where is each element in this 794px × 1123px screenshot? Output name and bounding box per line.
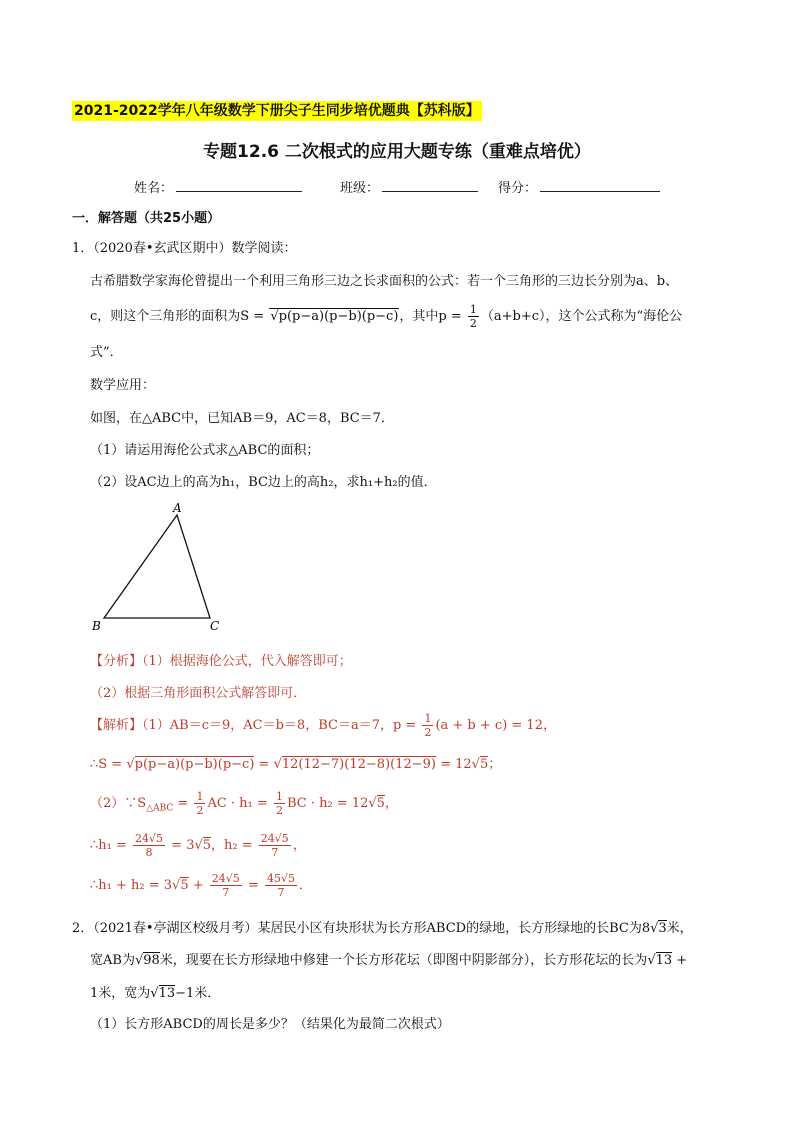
q2-line2-text-b: 米，现要在长方形绿地中修建一个长方形花坛（即图中阴影部分），长方形花坛的长为 (159, 953, 648, 968)
solution-2-radical-3: √5 (471, 757, 489, 772)
q2-line3-text-a: 1米，宽为 (90, 986, 151, 1001)
solution-4-radical: √5 (194, 838, 212, 853)
analysis-text-1: （1）根据海伦公式，代入解答即可； (142, 654, 352, 669)
solution-3-radical: √5 (368, 796, 385, 811)
radicand: p(p−a)(p−b)(p−c) (134, 757, 255, 772)
radicand: 13 (158, 986, 176, 1001)
radicand: 5 (376, 796, 385, 811)
vertex-label-b: B (92, 619, 101, 633)
solution-1-text-b: (a + b + c) = 12， (435, 718, 556, 733)
q2-line1-radical: √3 (650, 921, 667, 936)
fraction-denominator: 7 (271, 846, 279, 859)
q1-solution-line1 (90, 712, 556, 739)
solution-5-fraction-1 (210, 872, 242, 899)
solution-5-text-b: + (188, 878, 208, 893)
q1-application-label: 数学应用： (90, 378, 156, 393)
solution-4-text-c: ，h₂ = (211, 838, 257, 853)
q2-line2-text-a: 宽AB为 (90, 953, 135, 968)
q1-source: 1．（2020春•玄武区期中）数学阅读： (72, 241, 297, 256)
q1-p2-radicand: p(p−a)(p−b)(p−c) (278, 309, 399, 324)
fraction-denominator: 7 (277, 886, 285, 899)
q1-paragraph-line1: 古希腊数学家海伦曾提出一个利用三角形三边之长求面积的公式：若一个三角形的三边长分别为a、b、 (90, 274, 679, 289)
q1-p2-fraction (468, 303, 479, 330)
solution-2-text-b: = 12 (435, 757, 472, 772)
class-label: 班级： (340, 181, 380, 196)
solution-5-fraction-2 (265, 872, 297, 899)
fraction-denominator: 2 (469, 317, 477, 330)
solution-1-text-a: （1）AB＝c＝9，AC＝b＝8，BC＝a＝7，p = (142, 718, 421, 733)
solution-4-text-b: = 3 (167, 838, 195, 853)
q1-solution-line4 (90, 832, 306, 859)
name-field[interactable] (176, 178, 302, 192)
q1-solution-line5 (90, 872, 312, 899)
q2-line2-text-c: + (672, 953, 688, 968)
q1-solution-line3 (90, 790, 398, 817)
solution-3-text-a: （2）∵S (90, 796, 147, 811)
radicand: 13 (655, 953, 673, 968)
q1-p2-text-b: ，其中p = (399, 309, 466, 324)
fraction-denominator: 2 (275, 804, 283, 817)
solution-tag: 【解析】 (90, 718, 143, 733)
solution-4-fraction-2 (259, 832, 291, 859)
page-title: 专题12.6 二次根式的应用大题专练（重难点培优） (203, 142, 591, 162)
solution-3-fraction-2 (274, 790, 285, 817)
q1-analysis-line2: （2）根据三角形面积公式解答即可． (90, 686, 307, 701)
solution-2-equals: = (254, 757, 274, 772)
q2-line2-radical-1: √98 (134, 953, 160, 968)
q1-paragraph-line2 (90, 303, 682, 330)
q2-line1 (72, 917, 693, 936)
q1-sub-question-2: （2）设AC边上的高为h₁，BC边上的高h₂，求h₁+h₂的值． (90, 475, 437, 490)
solution-5-text-c: = (243, 878, 263, 893)
q1-p2-text-c: （a+b+c），这个公式称为“海伦公 (480, 309, 683, 324)
fraction-numerator: 1 (196, 790, 204, 803)
fraction-denominator: 2 (424, 726, 432, 739)
solution-5-text-a: ∴h₁ + h₂ = 3 (90, 878, 173, 893)
radicand: 5 (202, 838, 212, 853)
fraction-numerator: 45√5 (266, 872, 295, 885)
q1-given: 如图，在△ABC中，已知AB＝9，AC＝8，BC＝7． (90, 411, 394, 426)
name-label: 姓名： (134, 181, 174, 196)
solution-2-text-a: ∴S = (90, 757, 127, 772)
q2-line3-text-b: −1米． (175, 986, 221, 1001)
solution-3-text-e: ， (384, 796, 398, 811)
q1-analysis-line1 (90, 650, 352, 669)
radicand: 3 (658, 921, 667, 936)
fraction-numerator: 1 (469, 303, 477, 316)
solution-5-radical: √5 (172, 878, 189, 893)
q2-line1-text-b: 米， (666, 921, 693, 936)
q2-line2 (90, 949, 687, 968)
radicand: 5 (479, 757, 489, 772)
q2-line3 (90, 982, 220, 1001)
fraction-numerator: 1 (275, 790, 283, 803)
solution-3-fraction-1 (194, 790, 205, 817)
class-field[interactable] (382, 178, 478, 192)
solution-4-text-a: ∴h₁ = (90, 838, 132, 853)
fraction-numerator: 1 (424, 712, 432, 725)
score-field[interactable] (540, 178, 660, 192)
solution-2-radical-2: √12(12−7)(12−8)(12−9) (273, 757, 436, 772)
q1-sub-question-1: （1）请运用海伦公式求△ABC的面积； (90, 443, 320, 458)
fraction-denominator: 2 (196, 804, 204, 817)
solution-2-radical-1: √p(p−a)(p−b)(p−c) (126, 757, 255, 772)
score-label: 得分： (498, 181, 538, 196)
vertex-label-c: C (210, 619, 220, 633)
solution-4-text-d: ， (292, 838, 306, 853)
solution-3-text-d: BC · h₂ = 12 (286, 796, 369, 811)
q1-p2-radical: √p(p−a)(p−b)(p−c) (270, 309, 399, 324)
triangle-abc (104, 515, 210, 618)
series-banner: 2021-2022学年八年级数学下册尖子生同步培优题典【苏科版】 (74, 103, 480, 119)
solution-3-text-c: AC · h₁ = (207, 796, 272, 811)
fraction-numerator: 24√5 (211, 872, 240, 885)
solution-4-fraction-1 (133, 832, 165, 859)
solution-2-text-c: ； (488, 757, 502, 772)
solution-5-text-d: ． (298, 878, 312, 893)
q2-line2-radical-2: √13 (647, 953, 673, 968)
q1-paragraph-line3: 式”． (90, 345, 123, 360)
solution-1-fraction (422, 712, 433, 739)
q1-p2-text-a: c，则这个三角形的面积为S = (90, 309, 269, 324)
analysis-tag: 【分析】 (90, 654, 143, 669)
fraction-numerator: 24√5 (135, 832, 164, 845)
q2-line1-text-a: 2．（2021春•亭湖区校级月考）某居民小区有块形状为长方形ABCD的绿地，长方形绿地的长BC为8 (72, 921, 651, 936)
vertex-label-a: A (173, 501, 182, 515)
fraction-numerator: 24√5 (260, 832, 289, 845)
radicand: 5 (180, 878, 189, 893)
triangle-figure (88, 500, 228, 636)
radicand: 98 (143, 953, 160, 968)
q2-sub-question-1: （1）长方形ABCD的周长是多少？（结果化为最简二次根式） (90, 1017, 450, 1032)
q2-line3-radical: √13 (150, 986, 176, 1001)
fraction-denominator: 8 (145, 846, 153, 859)
q1-solution-line2 (90, 753, 501, 772)
solution-3-text-b: = (173, 796, 193, 811)
section-heading: 一．解答题（共25小题） (72, 211, 221, 226)
solution-3-subscript: △ABC (146, 803, 174, 814)
fraction-denominator: 7 (222, 886, 230, 899)
radicand: 12(12−7)(12−8)(12−9) (281, 757, 436, 772)
